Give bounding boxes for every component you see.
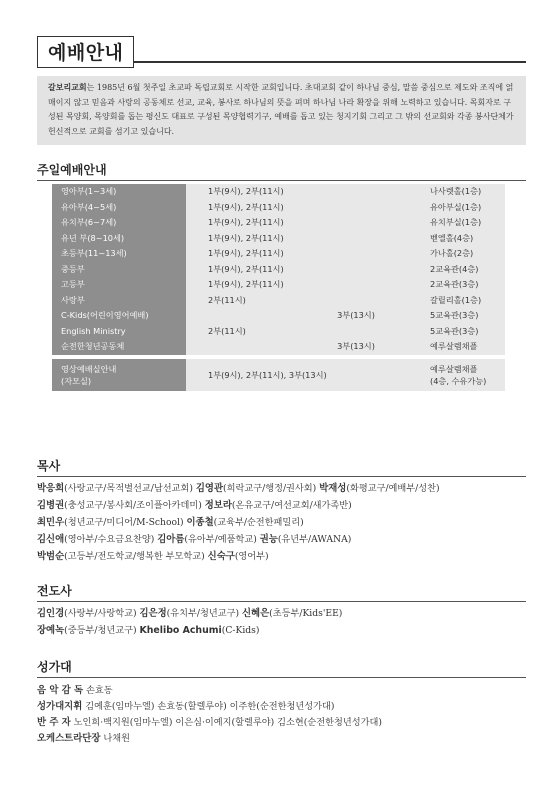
schedule-row [52, 262, 505, 278]
person-name: 박응희 [37, 483, 65, 494]
sunday-section-title: 주일예배안내 [37, 163, 107, 177]
choir-line [37, 731, 539, 747]
schedule-time-afternoon [312, 262, 400, 278]
schedule-time-main: 1부(9시), 2부(11시) [186, 184, 312, 200]
intro-lead: 갈보리교회 [48, 83, 87, 92]
schedule-row [52, 277, 505, 293]
schedule-place: 유아부실(1층) [400, 200, 505, 216]
person-role: (화평교구/예배부/성찬) [346, 483, 440, 494]
schedule-row [52, 293, 505, 309]
person-role: (유년부/AWANA) [277, 534, 352, 545]
schedule-time-main: 1부(9시), 2부(11시) [186, 262, 312, 278]
schedule-place: 벧엘홀(4층) [400, 231, 505, 247]
evangelists-section-title: 전도사 [37, 584, 72, 598]
person-line [37, 605, 539, 622]
schedule-time-afternoon [312, 200, 400, 216]
schedule-time-main: 2부(11시) [186, 293, 312, 309]
schedule-time-main: 1부(9시), 2부(11시) [186, 200, 312, 216]
schedule-dept: 유년 부(8~10세) [52, 231, 186, 247]
person-name: 박재성 [319, 483, 347, 494]
sunday-section-rule [37, 180, 526, 181]
schedule-place: 나사렛홀(1층) [400, 184, 505, 200]
person-role: (고등부/전도학교/행복한 부모학교) [64, 551, 205, 562]
schedule-time-afternoon [312, 246, 400, 262]
person-name: 김신애 [37, 534, 65, 545]
person-name: 이종철 [186, 517, 214, 528]
choir-text: 손효동 [85, 685, 113, 696]
choir-section-rule [37, 677, 526, 678]
video-room-place-name: 예루살렘채플 [430, 363, 478, 374]
person-role: (사랑교구/목적별선교/남선교회) [64, 483, 193, 494]
person-role: (온유교구/여선교회/새가족반) [231, 500, 352, 511]
schedule-row [52, 200, 505, 216]
person-role: (사랑부/사랑학교) [64, 608, 137, 619]
schedule-place: 5교육관(3층) [400, 324, 505, 340]
choir-line [37, 715, 539, 731]
schedule-dept: 유아부(4~5세) [52, 200, 186, 216]
choir-list [37, 683, 539, 747]
person-role: (중등부/청년교구) [64, 625, 137, 636]
schedule-row [52, 215, 505, 231]
schedule-dept: 초등부(11~13세) [52, 246, 186, 262]
schedule-place: 2교육관(4층) [400, 262, 505, 278]
intro-box [37, 76, 526, 145]
person-name: Khelibo Achumi [139, 625, 222, 636]
schedule-time-afternoon: 3부(13시) [312, 339, 400, 355]
choir-text: 나채원 [103, 733, 130, 744]
schedule-time-afternoon [312, 231, 400, 247]
schedule-time-afternoon [312, 277, 400, 293]
choir-section-title: 성가대 [37, 660, 72, 674]
person-role: (교육부/순전한패밀리) [213, 517, 304, 528]
person-name: 김병권 [37, 500, 65, 511]
person-name: 최민우 [37, 517, 65, 528]
person-name: 장예녹 [37, 625, 65, 636]
person-role: (희락교구/행정/권사회) [223, 483, 317, 494]
choir-label: 성가대지휘 [37, 701, 83, 712]
person-line [37, 548, 539, 565]
schedule-place: 2교육관(3층) [400, 277, 505, 293]
person-name: 김영관 [195, 483, 224, 494]
schedule-place: 유치부실(1층) [400, 215, 505, 231]
schedule-dept: English Ministry [52, 324, 186, 340]
person-name: 신혜은 [241, 608, 270, 619]
schedule-row [52, 339, 505, 355]
schedule-time-afternoon [312, 184, 400, 200]
video-room-place-note: (4층, 수유가능) [430, 375, 487, 386]
schedule-place: 가나홀(2층) [400, 246, 505, 262]
schedule-time-main [186, 339, 312, 355]
schedule-place: 예루살렘채플 [400, 339, 505, 355]
schedule-dept: 사랑부 [52, 293, 186, 309]
schedule-row [52, 184, 505, 200]
pastors-section-rule [37, 476, 526, 477]
page-title-text: 예배안내 [48, 42, 124, 64]
schedule-dept: 고등부 [52, 277, 186, 293]
person-role: (유아부/예품학교) [184, 534, 257, 545]
person-line [37, 514, 539, 531]
person-name: 권능 [259, 534, 278, 545]
schedule-place: 갈릴리홀(1층) [400, 293, 505, 309]
schedule-dept: 유치부(6~7세) [52, 215, 186, 231]
schedule-time-afternoon [312, 215, 400, 231]
schedule-dept [52, 359, 186, 391]
choir-line [37, 699, 539, 715]
choir-label: 반 주 자 [37, 717, 71, 728]
person-name: 신숙구 [207, 551, 235, 562]
person-line [37, 531, 539, 548]
choir-line [37, 683, 539, 699]
person-line [37, 480, 539, 497]
schedule-row [52, 231, 505, 247]
intro-text: 는 1985년 6월 첫주일 초교파 독립교회로 시작한 교회입니다. 초대교회 같이 하나님 중심, 말씀 중심으로 제도와 조직에 얽매이지 않고 믿음과 사랑의 공동체로 선교, 교육, 봉사로 하나님의 뜻을 펴며 하나님 나라 확장을 위해 노력하고 있습니다. 목회자로 구성된 목양회, 목양회를 돕는 평신도 대표로 구성된 목양협력기구, 예배를 돕고 있는 청지기회 그리고 그 밖의 선교회와 각종 봉사단체가 헌신적으로 교회를 섬기고 있습니다. [48, 83, 514, 136]
schedule-time-afternoon: 3부(13시) [312, 308, 400, 324]
schedule-row [52, 246, 505, 262]
schedule-dept: 영아부(1~3세) [52, 184, 186, 200]
evangelists-section-rule [37, 601, 526, 602]
video-room-note: (자모실) [61, 375, 92, 386]
person-role: (영아부/수요금요찬양) [64, 534, 155, 545]
person-name: 정보라 [204, 500, 232, 511]
schedule-time-main: 1부(9시), 2부(11시) [186, 215, 312, 231]
schedule-row [52, 308, 505, 324]
video-room-times: 1부(9시), 2부(11시), 3부(13시) [186, 359, 400, 391]
evangelist-list [37, 605, 539, 639]
schedule-time-main: 2부(11시) [186, 324, 312, 340]
schedule-time-main: 1부(9시), 2부(11시) [186, 231, 312, 247]
person-role: (C-Kids) [221, 625, 260, 636]
pastors-section-title: 목사 [37, 459, 61, 473]
schedule-time-afternoon [312, 324, 400, 340]
schedule-time-afternoon [312, 293, 400, 309]
person-role: (충성교구/봉사회/조이플아카데미) [64, 500, 202, 511]
schedule-dept: 순전한청년공동체 [52, 339, 186, 355]
person-role: (청년교구/미디어/M-School) [64, 517, 184, 528]
page-title [37, 36, 134, 68]
person-name: 김은정 [139, 608, 167, 619]
person-name: 김인경 [37, 608, 65, 619]
video-room-place [400, 359, 505, 391]
schedule-row [52, 324, 505, 340]
person-line [37, 622, 539, 639]
schedule-row-video-room [52, 359, 505, 391]
person-line [37, 497, 539, 514]
choir-text: 노인희·백지원(임마누엘) 이은심·이예지(할렐루야) 김소현(순전한청년성가대) [73, 717, 382, 728]
person-name: 박범순 [37, 551, 65, 562]
schedule-time-main [186, 308, 312, 324]
video-room-name: 영상예배실안내 [61, 363, 117, 374]
choir-text: 김예훈(임마누엘) 손효동(할렐루야) 이주한(순전한청년성가대) [85, 701, 335, 712]
sunday-schedule-table [52, 184, 505, 391]
schedule-time-main: 1부(9시), 2부(11시) [186, 246, 312, 262]
person-role: (초등부/Kids'EE) [269, 608, 343, 619]
schedule-place: 5교육관(3층) [400, 308, 505, 324]
person-role: (영어부) [234, 551, 269, 562]
schedule-time-main: 1부(9시), 2부(11시) [186, 277, 312, 293]
schedule-dept: 중등부 [52, 262, 186, 278]
choir-label: 오케스트라단장 [37, 733, 101, 744]
person-name: 김아름 [157, 534, 185, 545]
choir-label: 음 악 감 독 [37, 685, 84, 696]
person-role: (유치부/청년교구) [166, 608, 240, 619]
schedule-dept: C-Kids(어린이영어예배) [52, 308, 186, 324]
pastor-list [37, 480, 539, 565]
